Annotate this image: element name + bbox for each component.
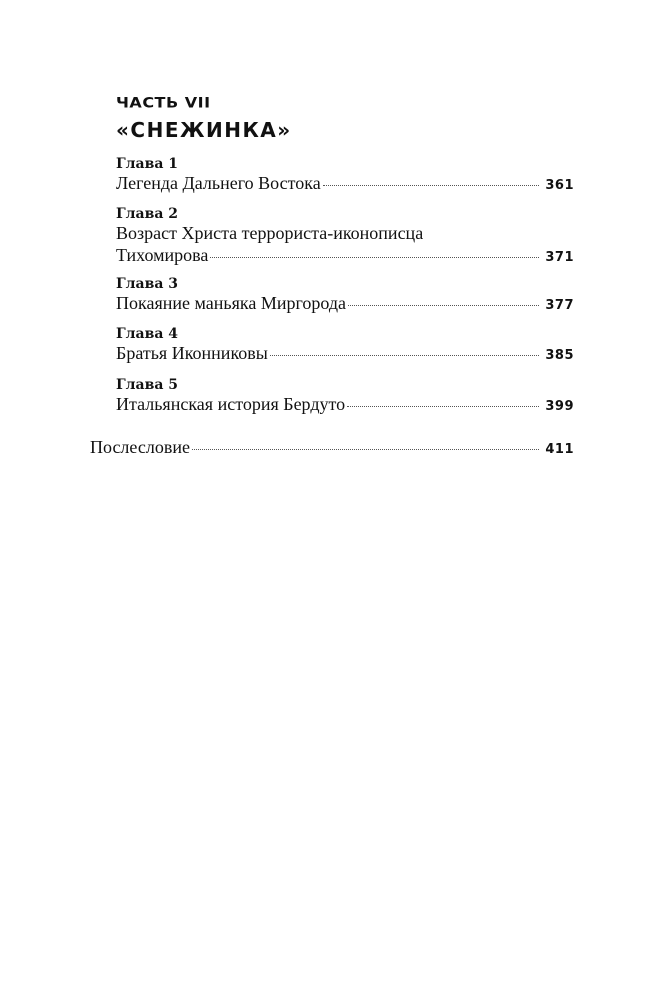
toc-entry-afterword[interactable] [90, 436, 574, 458]
toc-entry-chapter-5[interactable] [116, 377, 574, 415]
page-number: 361 [545, 178, 574, 193]
page-number: 411 [545, 442, 574, 457]
page-number: 371 [545, 250, 574, 265]
dot-leader [210, 257, 539, 258]
chapter-label: Глава 3 [116, 276, 179, 292]
chapter-title-line-2: Тихомирова [116, 245, 209, 265]
dot-leader [347, 406, 539, 407]
toc-entry-chapter-4[interactable] [116, 326, 574, 364]
toc-entry-chapter-1[interactable] [116, 156, 574, 194]
dot-leader [348, 305, 539, 306]
part-title: «СНЕЖИНКА» [116, 118, 292, 142]
chapter-label: Глава 1 [116, 156, 179, 172]
toc-entry-chapter-2[interactable] [116, 206, 574, 266]
page-number: 399 [545, 399, 574, 414]
dot-leader [270, 355, 539, 356]
dot-leader [323, 185, 540, 186]
chapter-title: Покаяние маньяка Миргорода [116, 293, 347, 313]
chapter-label: Глава 5 [116, 377, 179, 393]
toc-entry-chapter-3[interactable] [116, 276, 574, 314]
chapter-title: Братья Иконниковы [116, 343, 268, 363]
page-number: 385 [545, 348, 574, 363]
chapter-title: Итальянская история Бердуто [116, 394, 346, 414]
chapter-label: Глава 2 [116, 206, 179, 222]
part-label: ЧАСТЬ VII [116, 94, 211, 112]
chapter-label: Глава 4 [116, 326, 179, 342]
dot-leader [192, 449, 539, 450]
page-number: 377 [545, 298, 574, 313]
chapter-title: Легенда Дальнего Востока [116, 173, 321, 193]
afterword-title: Послесловие [90, 437, 190, 457]
chapter-title-line-1: Возраст Христа террориста-иконописца [116, 223, 424, 243]
